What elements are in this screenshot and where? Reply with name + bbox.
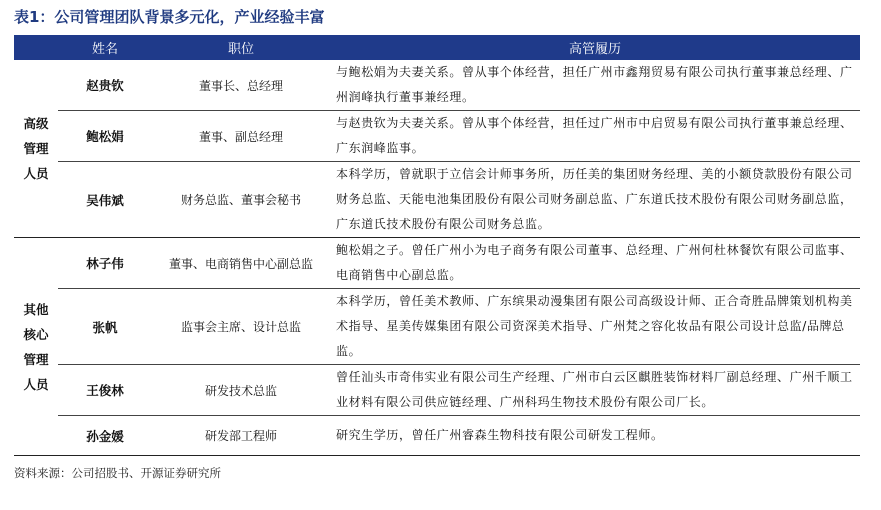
name-cell: 鲍松娟: [86, 129, 124, 144]
group-core-label: 其他核心管理人员: [23, 301, 49, 392]
name-cell: 孙金媛: [86, 428, 124, 444]
name-cell: 王俊林: [86, 383, 124, 398]
bio-cell: 与赵贵钦为夫妻关系。曾从事个体经营，担任过广州市中启贸易有限公司执行董事兼总经理、广东润峰监事。: [336, 116, 853, 155]
position-cell: 董事、副总经理: [198, 129, 283, 144]
bio-cell: 与鲍松娟为夫妻关系。曾从事个体经营，担任广州市鑫翔贸易有限公司执行董事兼总经理、广州润峰执行董事兼经理。: [336, 65, 853, 104]
bio-cell: 本科学历，曾就职于立信会计师事务所，历任美的集团财务经理、美的小额贷款股份有限公司财务总监、天能电池集团股份有限公司财务副总监、广东道氏技术股份有限公司财务副总监，广东道氏技术股份有限公司财务总监。: [336, 167, 853, 231]
name-cell: 张帆: [92, 319, 118, 335]
table-header-row: [14, 35, 860, 60]
table-row: [14, 238, 860, 289]
name-cell: 林子伟: [86, 256, 124, 271]
name-cell: 赵贵钦: [86, 78, 124, 93]
table-row: [14, 162, 860, 238]
name-cell: 吴伟斌: [86, 192, 124, 208]
management-table: [14, 35, 860, 456]
table-row: [14, 289, 860, 365]
header-name: 姓名: [58, 35, 152, 60]
position-cell: 财务总监、董事会秘书: [180, 193, 301, 207]
table-row: [14, 60, 860, 111]
table-row: [14, 416, 860, 456]
group-core: [14, 238, 58, 456]
header-position: 职位: [152, 35, 330, 60]
position-cell: 董事长、总经理: [198, 78, 283, 93]
source-note: 资料来源：公司招股书、开源证券研究所: [14, 466, 221, 480]
group-senior: [14, 60, 58, 238]
position-cell: 研发技术总监: [204, 383, 277, 398]
table-row: [14, 365, 860, 416]
position-cell: 监事会主席、设计总监: [180, 320, 301, 334]
bio-cell: 曾任汕头市奇伟实业有限公司生产经理、广州市白云区麒胜装饰材料厂副总经理、广州千顺工业材料有限公司供应链经理、广州科玛生物技术股份有限公司厂长。: [336, 370, 853, 409]
table-row: [14, 111, 860, 162]
position-cell: 研发部工程师: [204, 429, 277, 443]
bio-cell: 本科学历，曾任美术教师、广东缤果动漫集团有限公司高级设计师、正合奇胜品牌策划机构美术指导、星美传媒集团有限公司资深美术指导、广州梵之容化妆品有限公司设计总监/品牌总监。: [336, 294, 853, 358]
bio-cell: 研究生学历，曾任广州睿森生物科技有限公司研发工程师。: [336, 428, 664, 442]
table-title: 表1：公司管理团队背景多元化，产业经验丰富: [14, 8, 325, 26]
header-bio: 高管履历: [330, 35, 860, 60]
bio-cell: 鲍松娟之子。曾任广州小为电子商务有限公司董事、总经理、广州何杜林餐饮有限公司监事、电商销售中心副总监。: [336, 243, 853, 282]
header-group: [14, 35, 58, 60]
group-senior-label: 高级管理人员: [23, 116, 49, 181]
position-cell: 董事、电商销售中心副总监: [168, 256, 313, 271]
